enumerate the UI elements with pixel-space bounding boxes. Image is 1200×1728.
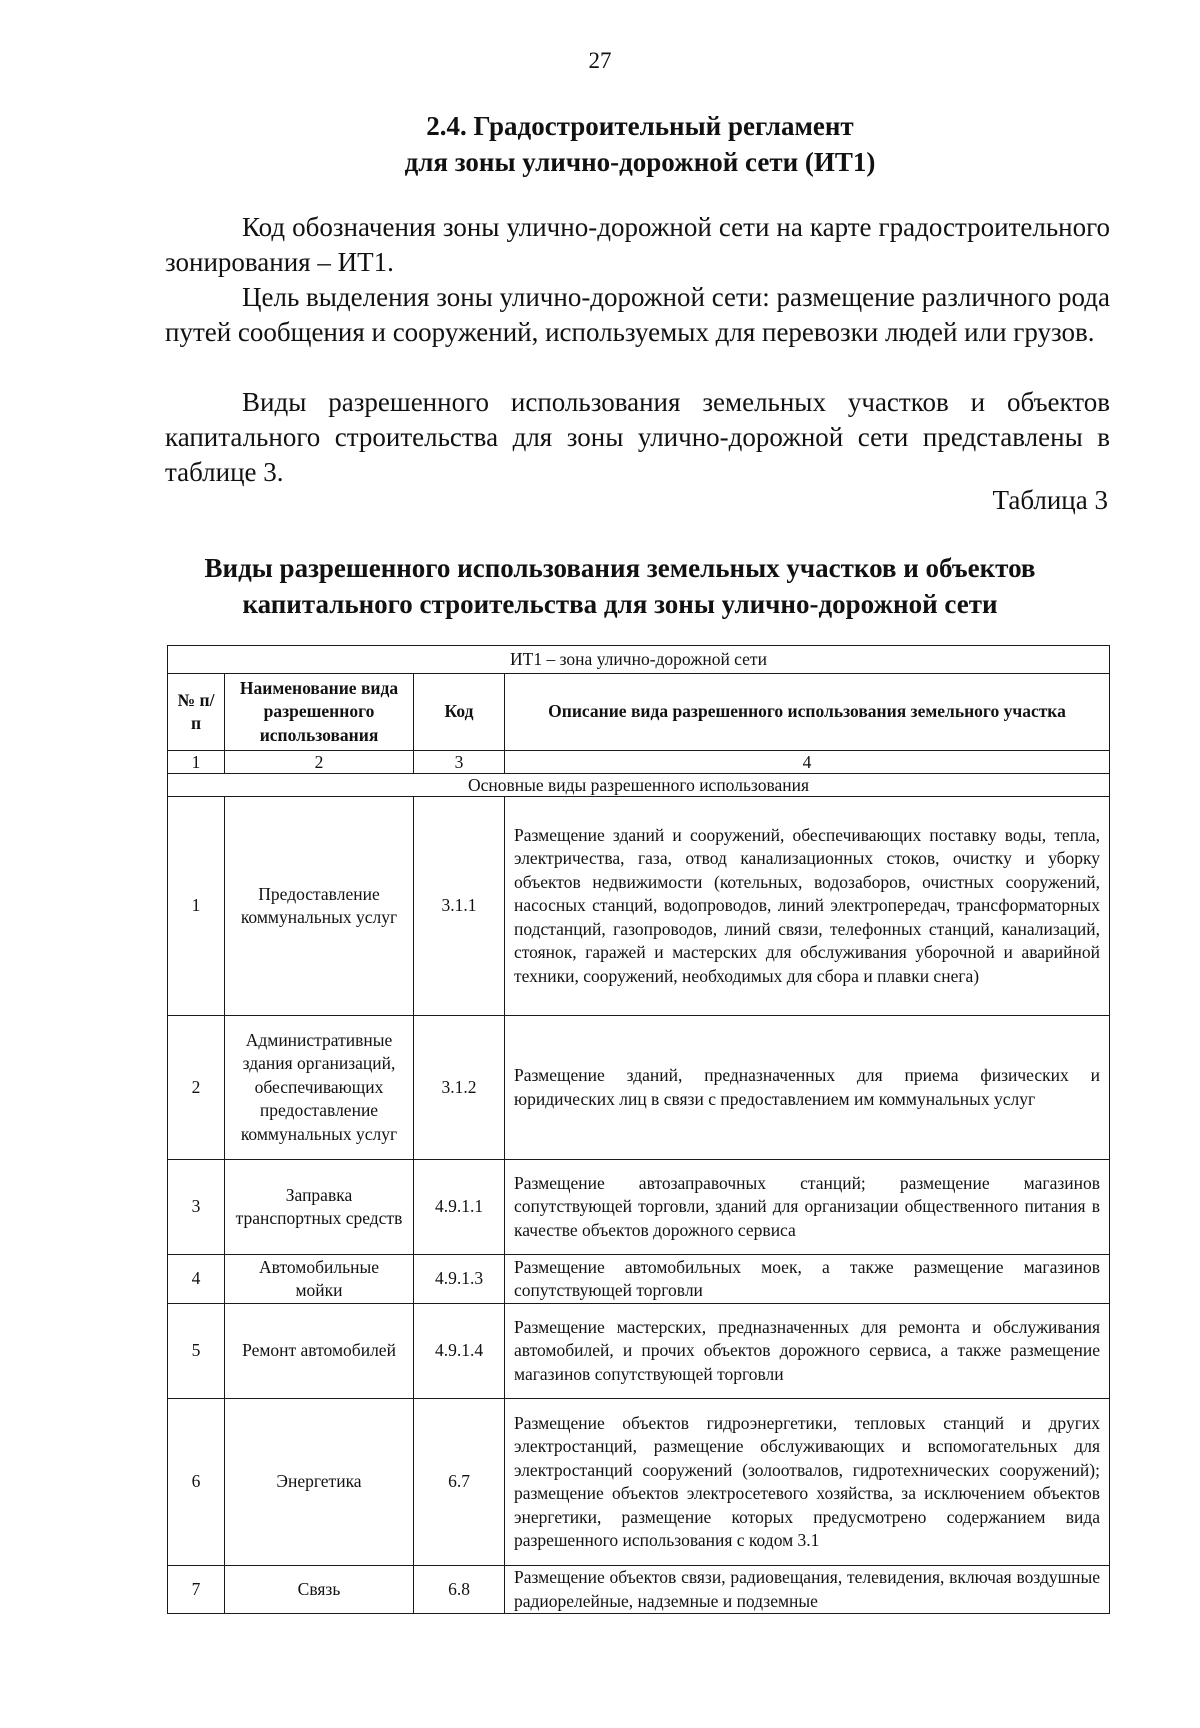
basic-uses-section: Основные виды разрешенного использования [168, 774, 1110, 797]
zone-header-row [168, 646, 1110, 674]
table-title-line2: капитального строительства для зоны улично-дорожной сети [242, 589, 998, 619]
section-title-line2: для зоны улично-дорожной сети (ИТ1) [404, 147, 876, 177]
row-code: 4.9.1.4 [414, 1304, 505, 1399]
row-code: 4.9.1.1 [414, 1160, 505, 1255]
row-name: Заправка транспортных средств [225, 1160, 414, 1255]
row-desc: Размещение объектов связи, радиовещания, телевидения, включая воздушные радиорелейные, надземные и подземные [505, 1566, 1110, 1614]
column-index: 1 [168, 751, 225, 774]
row-code: 3.1.1 [414, 797, 505, 1016]
header-desc: Описание вида разрешенного использования земельного участка [505, 674, 1110, 751]
row-num: 7 [168, 1566, 225, 1614]
row-desc: Размещение зданий, предназначенных для приема физических и юридических лиц в связи с предоставлением им коммунальных услуг [505, 1016, 1110, 1160]
paragraph-zone-purpose: Цель выделения зоны улично-дорожной сети: размещение различного рода путей сообщения и сооружений, используемых для перевозки людей или грузов. [165, 282, 1110, 347]
table-row [168, 1160, 1110, 1255]
row-name: Предоставление коммунальных услуг [225, 797, 414, 1016]
row-code: 4.9.1.3 [414, 1255, 505, 1304]
paragraph-table-reference: Виды разрешенного использования земельных участков и объектов капитального строительства для зоны улично-дорожной сети представлены в таблице 3. [165, 387, 1110, 487]
row-code: 6.7 [414, 1399, 505, 1566]
table-row [168, 1304, 1110, 1399]
table-row [168, 1255, 1110, 1304]
row-num: 3 [168, 1160, 225, 1255]
page-number: 27 [588, 48, 612, 73]
header-name: Наименование вида разрешенного использования [225, 674, 414, 751]
row-desc: Размещение автомобильных моек, а также размещение магазинов сопутствующей торговли [505, 1255, 1110, 1304]
zone-header: ИТ1 – зона улично-дорожной сети [168, 646, 1110, 674]
row-code: 6.8 [414, 1566, 505, 1614]
section-title-line1: 2.4. Градостроительный регламент [426, 111, 854, 141]
table-title-line1: Виды разрешенного использования земельных участков и объектов [204, 553, 1036, 583]
row-num: 1 [168, 797, 225, 1016]
row-code: 3.1.2 [414, 1016, 505, 1160]
row-num: 4 [168, 1255, 225, 1304]
row-name: Автомобильные мойки [225, 1255, 414, 1304]
table-row [168, 797, 1110, 1016]
row-num: 5 [168, 1304, 225, 1399]
table-caption: Таблица 3 [992, 485, 1108, 515]
row-desc: Размещение объектов гидроэнергетики, тепловых станций и других электростанций, размещение обслуживающих и вспомогательных для электростанций сооружений (золоотвалов, гидротехнических сооружений); размещение объектов электросетевого хозяйства, за исключением объектов энергетики, размещение которых предусмотрено содержанием вида разрешенного использования с кодом 3.1 [505, 1399, 1110, 1566]
row-desc: Размещение автозаправочных станций; размещение магазинов сопутствующей торговли, зданий для организации общественного питания в качестве объектов дорожного сервиса [505, 1160, 1110, 1255]
row-desc: Размещение мастерских, предназначенных для ремонта и обслуживания автомобилей, и прочих объектов дорожного сервиса, а также размещение магазинов сопутствующей торговли [505, 1304, 1110, 1399]
column-index: 2 [225, 751, 414, 774]
table-row [168, 1566, 1110, 1614]
permitted-use-table [167, 645, 1110, 1614]
row-num: 2 [168, 1016, 225, 1160]
paragraph-zone-code: Код обозначения зоны улично-дорожной сети на карте градостроительного зонирования – ИТ1. [165, 212, 1110, 277]
row-name: Энергетика [225, 1399, 414, 1566]
column-index: 3 [414, 751, 505, 774]
column-index-row [168, 751, 1110, 774]
basic-uses-section-row [168, 774, 1110, 797]
row-name: Ремонт автомобилей [225, 1304, 414, 1399]
table-row [168, 1016, 1110, 1160]
table-title [150, 550, 1090, 622]
row-num: 6 [168, 1399, 225, 1566]
column-index: 4 [505, 751, 1110, 774]
table-row [168, 1399, 1110, 1566]
column-header-row [168, 674, 1110, 751]
header-code: Код [414, 674, 505, 751]
row-name: Связь [225, 1566, 414, 1614]
section-title [300, 108, 980, 180]
row-name: Административные здания организаций, обеспечивающих предоставление коммунальных услуг [225, 1016, 414, 1160]
row-desc: Размещение зданий и сооружений, обеспечивающих поставку воды, тепла, электричества, газа, отвод канализационных стоков, очистку и уборку объектов недвижимости (котельных, водозаборов, очистных сооружений, насосных станций, водопроводов, линий электропередач, трансформаторных подстанций, газопроводов, линий связи, телефонных станций, канализаций, стоянок, гаражей и мастерских для обслуживания уборочной и аварийной техники, сооружений, необходимых для сбора и плавки снега) [505, 797, 1110, 1016]
header-num: № п/п [168, 674, 225, 751]
